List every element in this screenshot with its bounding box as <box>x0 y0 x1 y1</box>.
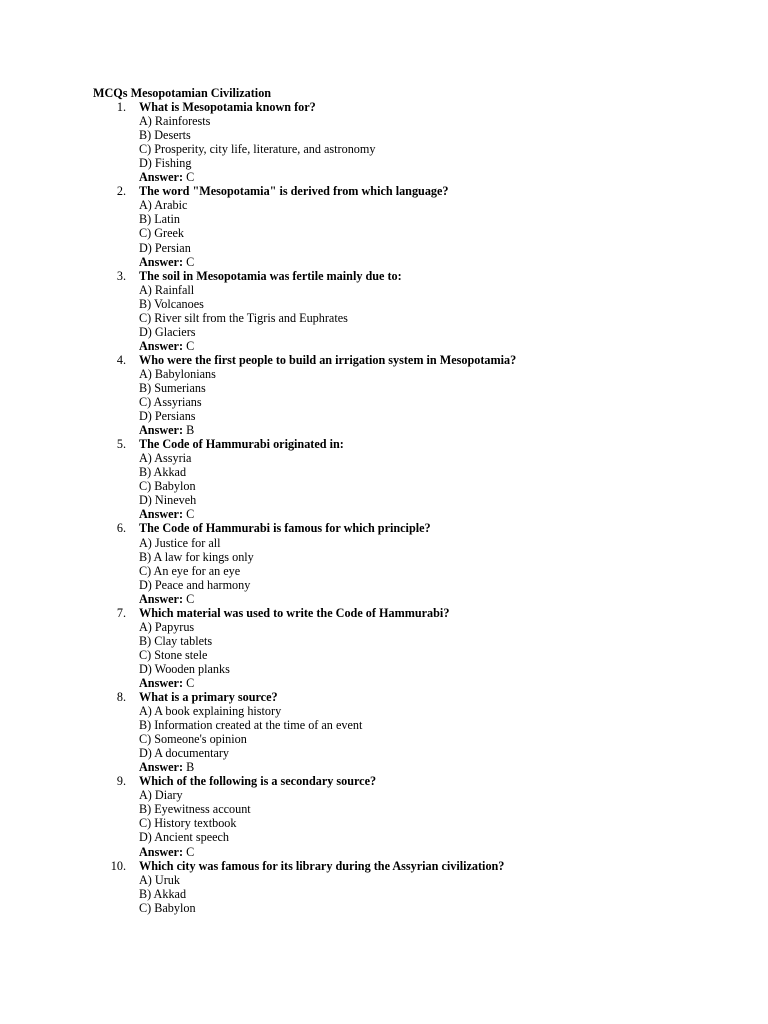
question-item <box>93 606 733 690</box>
option-item: D) A documentary <box>139 746 230 761</box>
option-item: A) Rainfall <box>139 282 195 297</box>
option-list <box>139 114 733 170</box>
option-item: C) Babylon <box>139 900 196 915</box>
option-item: C) History textbook <box>139 816 237 831</box>
answer-line <box>139 676 733 690</box>
document-body <box>93 86 733 915</box>
option-item: C) Someone's opinion <box>139 732 247 747</box>
question-text: Which of the following is a secondary source? <box>139 774 377 789</box>
option-list <box>139 620 733 676</box>
document-title: MCQs Mesopotamian Civilization <box>93 86 272 100</box>
option-item: A) Papyrus <box>139 619 195 634</box>
option-list <box>139 873 733 915</box>
answer-value: C <box>186 507 195 522</box>
option-item: B) Eyewitness account <box>139 802 251 817</box>
answer-line <box>139 760 733 774</box>
question-text: What is a primary source? <box>139 690 278 705</box>
question-item <box>93 100 733 184</box>
option-list <box>139 788 733 844</box>
option-item: B) Volcanoes <box>139 296 204 311</box>
question-text: What is Mesopotamia known for? <box>139 100 316 115</box>
option-item: D) Persian <box>139 240 191 255</box>
option-item: A) Rainforests <box>139 114 211 129</box>
option-list <box>139 283 733 339</box>
question-number: 9. <box>116 774 126 789</box>
option-item: C) Babylon <box>139 479 196 494</box>
question-text: Which material was used to write the Code of Hammurabi? <box>139 605 450 620</box>
option-item: D) Wooden planks <box>139 661 230 676</box>
answer-label: Answer: <box>139 675 187 690</box>
answer-value: C <box>186 254 195 269</box>
answer-line <box>139 507 733 521</box>
answer-value: C <box>186 675 195 690</box>
option-item: B) Sumerians <box>139 380 206 395</box>
question-text: The Code of Hammurabi originated in: <box>139 437 344 452</box>
option-item: B) Akkad <box>139 886 187 901</box>
answer-label: Answer: <box>139 170 187 185</box>
answer-value: B <box>186 423 195 438</box>
option-item: D) Persians <box>139 409 196 424</box>
option-item: C) Greek <box>139 226 185 241</box>
option-item: B) A law for kings only <box>139 549 254 564</box>
option-list <box>139 451 733 507</box>
option-item: B) Latin <box>139 212 180 227</box>
question-text: The word "Mesopotamia" is derived from which language? <box>139 184 449 199</box>
question-item <box>93 690 733 774</box>
question-number: 6. <box>116 521 126 536</box>
answer-label: Answer: <box>139 844 187 859</box>
option-item: C) Stone stele <box>139 647 208 662</box>
answer-label: Answer: <box>139 760 187 775</box>
option-item: A) Babylonians <box>139 366 216 381</box>
option-list <box>139 367 733 423</box>
answer-line <box>139 423 733 437</box>
option-item: A) Assyria <box>139 451 192 466</box>
answer-line <box>139 845 733 859</box>
question-text: The soil in Mesopotamia was fertile mainly due to: <box>139 268 402 283</box>
answer-line <box>139 170 733 184</box>
question-item <box>93 859 733 915</box>
answer-value: C <box>186 844 195 859</box>
question-text: Which city was famous for its library during the Assyrian civilization? <box>139 858 505 873</box>
answer-line <box>139 255 733 269</box>
answer-value: B <box>186 760 195 775</box>
option-list <box>139 704 733 760</box>
answer-line <box>139 592 733 606</box>
option-item: B) Information created at the time of an event <box>139 718 363 733</box>
option-item: C) Assyrians <box>139 395 202 410</box>
answer-label: Answer: <box>139 423 187 438</box>
answer-value: C <box>186 170 195 185</box>
question-text: The Code of Hammurabi is famous for which principle? <box>139 521 431 536</box>
option-item: B) Deserts <box>139 128 191 143</box>
question-number: 1. <box>116 100 126 115</box>
option-item: D) Nineveh <box>139 493 197 508</box>
option-item: A) Uruk <box>139 872 180 887</box>
option-item: B) Akkad <box>139 465 187 480</box>
option-list <box>139 536 733 592</box>
answer-label: Answer: <box>139 254 187 269</box>
question-item <box>93 521 733 605</box>
option-item: A) A book explaining history <box>139 704 282 719</box>
question-item <box>93 353 733 437</box>
question-number: 2. <box>116 184 126 199</box>
question-item <box>93 437 733 521</box>
answer-value: C <box>186 338 195 353</box>
option-item: D) Ancient speech <box>139 830 230 845</box>
question-item <box>93 269 733 353</box>
option-item: A) Justice for all <box>139 535 221 550</box>
option-item: D) Glaciers <box>139 324 196 339</box>
answer-line <box>139 339 733 353</box>
question-number: 10. <box>110 858 126 873</box>
option-item: C) Prosperity, city life, literature, and astronomy <box>139 142 376 157</box>
question-number: 8. <box>116 690 126 705</box>
answer-label: Answer: <box>139 507 187 522</box>
option-item: A) Arabic <box>139 198 188 213</box>
question-item <box>93 184 733 268</box>
question-number: 3. <box>116 268 126 283</box>
question-number: 5. <box>116 437 126 452</box>
answer-value: C <box>186 591 195 606</box>
question-number: 7. <box>116 605 126 620</box>
option-item: D) Peace and harmony <box>139 577 251 592</box>
question-list <box>93 100 733 915</box>
option-item: B) Clay tablets <box>139 633 213 648</box>
option-item: C) An eye for an eye <box>139 563 241 578</box>
question-text: Who were the first people to build an irrigation system in Mesopotamia? <box>139 352 517 367</box>
option-item: A) Diary <box>139 788 183 803</box>
question-item <box>93 774 733 858</box>
answer-label: Answer: <box>139 591 187 606</box>
option-item: C) River silt from the Tigris and Euphrates <box>139 310 348 325</box>
option-item: D) Fishing <box>139 156 192 171</box>
option-list <box>139 198 733 254</box>
question-number: 4. <box>116 352 126 367</box>
answer-label: Answer: <box>139 338 187 353</box>
